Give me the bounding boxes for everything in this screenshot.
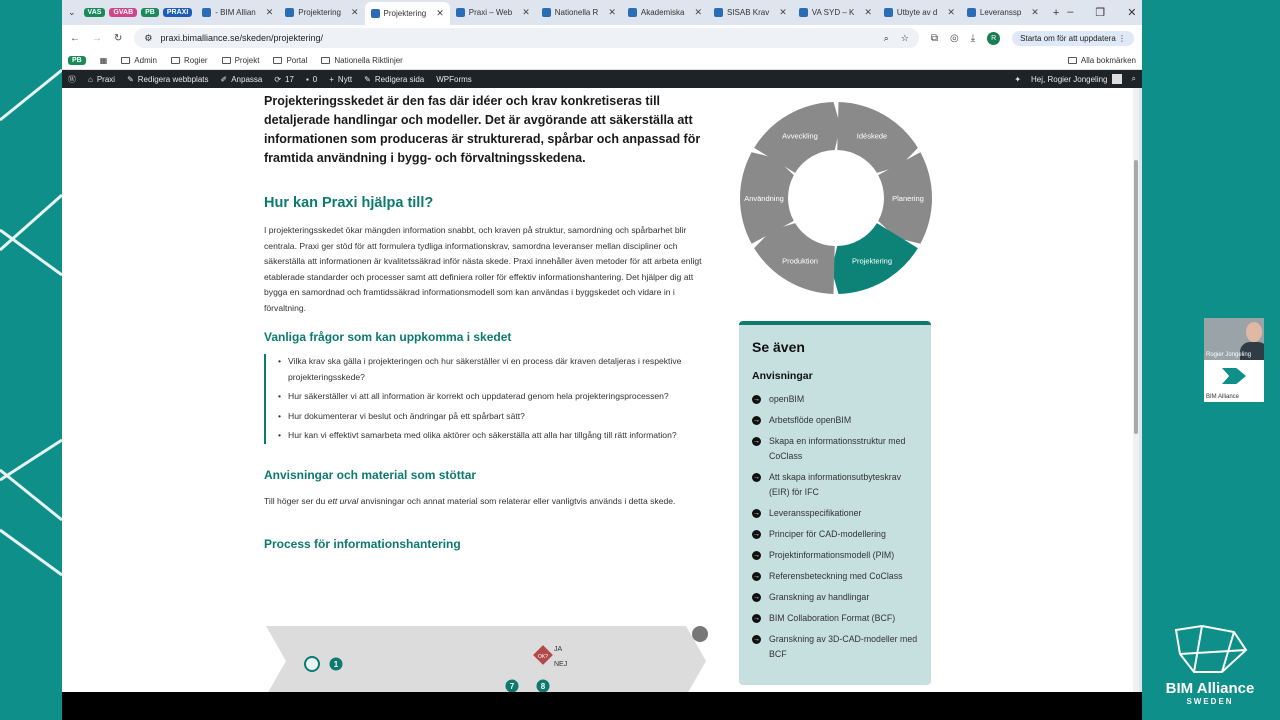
- tab[interactable]: [536, 3, 622, 23]
- profile-switch-icon[interactable]: ◎: [950, 32, 959, 44]
- tab-close-icon[interactable]: ✕: [864, 7, 872, 17]
- bottom-black-bar: [62, 692, 1142, 720]
- back-icon[interactable]: ←: [70, 32, 80, 44]
- see-also-link[interactable]: [752, 548, 918, 563]
- see-also-link[interactable]: [752, 569, 918, 584]
- tab[interactable]: [961, 3, 1045, 23]
- lead-paragraph: Projekteringsskedet är den fas där idéer och krav konkretiseras till detaljerade handlingar och modeller. Det är avgörande att säkerställa att informationen som produceras är strukturerad, spårbar och anpassad för framtida användning i bygg- och förvaltningsskedena.: [264, 94, 701, 165]
- see-also-link[interactable]: [752, 527, 918, 542]
- tab-favicon-icon: [884, 8, 893, 17]
- tab[interactable]: [622, 3, 708, 23]
- bookmark-folder[interactable]: [273, 56, 307, 65]
- tab[interactable]: [450, 3, 536, 23]
- arrow-right-icon: →: [753, 438, 760, 445]
- arrow-right-icon: →: [753, 573, 760, 580]
- window-controls: [1067, 6, 1142, 19]
- tab-favicon-icon: [202, 8, 211, 17]
- tab-close-icon[interactable]: ✕: [436, 8, 444, 18]
- wp-site-link[interactable]: [88, 75, 115, 84]
- tab-label: Utbyte av d: [896, 8, 938, 17]
- brush-icon: ✎: [127, 74, 134, 84]
- tab-favicon-icon: [371, 9, 380, 18]
- see-also-subtitle: Anvisningar: [752, 370, 813, 382]
- edit-icon: ✎: [364, 74, 371, 84]
- wp-wpforms[interactable]: WPForms: [436, 74, 472, 84]
- wp-customize-label: Anpassa: [231, 74, 263, 84]
- list-item: • Hur säkerställer vi att all information är korrekt och uppdaterad genom hela projekteringsprocessen?: [278, 389, 709, 405]
- folder-icon: [1068, 57, 1077, 64]
- heading-questions: Vanliga frågor som kan uppkomma i skedet: [264, 330, 512, 344]
- help-paragraph: I projekteringsskedet ökar mängden information snabbt, och kraven på struktur, samordning och spårbarhet blir centrala. Praxi ger stöd för att formulera tydliga informationskrav, samordna leveranser mellan discipliner och säkerställa att informationen är kvalitetssäkrad inför nästa skede. Praxi innehåller även metoder för att arbeta enligt etablerade standarder och processer samt att definiera roller för effektiv informationshantering. Det hjälper dig att bygga en samordnad och framtidssäkrad informationsmodell som kan användas i byggskedet och vidare in i förvaltning.: [264, 225, 702, 313]
- bookmark-label: Admin: [134, 55, 157, 65]
- wp-new-label: Nytt: [337, 74, 353, 84]
- brand-name: BIM Alliance: [1165, 680, 1255, 697]
- wheel-segment-label: Användning: [744, 194, 784, 203]
- comment-icon: ▪: [305, 74, 309, 84]
- bookmark-star-icon[interactable]: ☆: [900, 32, 909, 43]
- see-also-link[interactable]: [752, 413, 918, 428]
- scrollbar-thumb[interactable]: [1134, 160, 1138, 434]
- pinned-tab[interactable]: GVAB: [109, 8, 137, 17]
- tab-close-icon[interactable]: ✕: [779, 7, 787, 17]
- tab-close-icon[interactable]: ✕: [350, 7, 359, 17]
- download-icon[interactable]: ⤓: [970, 32, 976, 44]
- address-bar[interactable]: [134, 28, 918, 48]
- process-step-7-label: 7: [509, 682, 515, 691]
- material-text-b: anvisningar och annat material som relaterar eller vanligtvis används i detta skede.: [358, 495, 676, 506]
- tab[interactable]: [708, 3, 793, 23]
- tab-close-icon[interactable]: ✕: [1031, 7, 1039, 17]
- tab-close-icon[interactable]: ✕: [265, 7, 274, 17]
- apps-grid-icon[interactable]: ▦: [99, 55, 108, 65]
- see-also-link-label: Skapa en informationsstruktur med CoClass: [769, 436, 906, 461]
- wheel-segment-label: Projektering: [851, 256, 893, 266]
- material-text-a: Till höger ser du: [264, 495, 328, 506]
- pinned-tab[interactable]: PB: [141, 8, 159, 17]
- page-content: [62, 88, 1136, 692]
- tab-label: Praxi – Web: [468, 8, 513, 17]
- see-also-link-label: Arbetsflöde openBIM: [769, 415, 852, 425]
- update-button-label: Starta om för att uppdatera: [1020, 33, 1116, 43]
- see-also-link-label: Principer för CAD-modellering: [769, 529, 886, 539]
- heading-material: Anvisningar och material som stöttar: [264, 467, 477, 482]
- tab-favicon-icon: [714, 8, 723, 17]
- tab-close-icon[interactable]: ✕: [608, 7, 616, 17]
- maximize-icon[interactable]: ❐: [1095, 7, 1106, 19]
- wp-search-icon[interactable]: ⌕: [1131, 74, 1136, 83]
- wp-edit-page-label: Redigera sida: [374, 74, 425, 84]
- heading-process: Process för informationshantering: [264, 537, 461, 551]
- tab-label: Nationella R: [554, 8, 599, 17]
- tab-label: Projektering: [298, 8, 341, 17]
- minimize-icon[interactable]: –: [1067, 6, 1074, 18]
- tab-active[interactable]: [365, 2, 450, 25]
- profile-avatar[interactable]: R: [987, 32, 1000, 45]
- tab-favicon-icon: [799, 8, 808, 17]
- tab-close-icon[interactable]: ✕: [694, 7, 702, 17]
- process-expand-icon: [692, 626, 708, 642]
- folder-icon: [171, 57, 180, 64]
- see-also-link[interactable]: [752, 434, 918, 464]
- process-step-1-label: 1: [333, 660, 339, 669]
- process-yes-label: JA: [554, 646, 563, 653]
- see-also-link-label: Leveransspecifikationer: [769, 508, 862, 518]
- wheel-segment-label: Produktion: [782, 256, 818, 266]
- site-info-icon[interactable]: ⚙: [144, 32, 153, 43]
- tab-list-chevron-icon[interactable]: ⌄: [68, 7, 76, 17]
- bookmark-folder[interactable]: [321, 56, 402, 65]
- wp-edit-site[interactable]: [127, 75, 208, 84]
- all-bookmarks[interactable]: [1068, 56, 1136, 65]
- participant-tile-label: BIM Alliance: [1206, 394, 1240, 400]
- phase-wheel[interactable]: [738, 100, 934, 296]
- arrow-right-icon: →: [753, 474, 760, 481]
- heading-help: Hur kan Praxi hjälpa till?: [264, 195, 434, 211]
- tab-label: SISAB Krav: [727, 8, 770, 17]
- sparkle-icon[interactable]: ✦: [1014, 74, 1022, 84]
- tab-close-icon[interactable]: ✕: [522, 7, 530, 17]
- page-scrollbar[interactable]: [1133, 88, 1139, 692]
- wheel-segment-label: Planering: [892, 194, 924, 203]
- brand-logo-graphic: [1142, 0, 1280, 720]
- arrow-right-icon: →: [753, 552, 760, 559]
- reload-icon[interactable]: ↻: [114, 32, 123, 44]
- list-item: • Hur dokumenterar vi beslut och ändringar på ett spårbart sätt?: [278, 409, 709, 425]
- tab[interactable]: [793, 3, 878, 23]
- bookmark-label: Projekt: [234, 55, 260, 65]
- see-also-link[interactable]: [752, 632, 918, 662]
- updates-icon: ⟳: [274, 74, 282, 84]
- bookmark-label: Nationella Riktlinjer: [334, 55, 403, 65]
- list-item: • Vilka krav ska gälla i projekteringen och hur säkerställer vi en process där kraven detaljeras i respektive projekteringsskede?: [278, 354, 709, 385]
- process-start-icon: [305, 657, 319, 671]
- background-decoration: [0, 0, 62, 720]
- tab-label: Akademiska: [640, 8, 685, 17]
- wp-updates-count: 17: [285, 74, 294, 84]
- tab-favicon-icon: [542, 8, 551, 17]
- arrow-right-icon: →: [753, 531, 760, 538]
- tab-bar: [62, 0, 1142, 25]
- tab-favicon-icon: [967, 8, 976, 17]
- see-also-link[interactable]: [752, 611, 918, 626]
- pinned-tab[interactable]: PRAXI: [163, 8, 192, 17]
- main-column: [264, 88, 709, 551]
- wp-updates[interactable]: [274, 75, 294, 84]
- wp-account-menu[interactable]: [1031, 74, 1122, 84]
- see-also-links: [752, 392, 918, 662]
- process-diagram[interactable]: [266, 626, 716, 692]
- bookmark-folder[interactable]: [222, 56, 260, 65]
- tab-favicon-icon: [628, 8, 637, 17]
- tab[interactable]: [196, 3, 279, 23]
- arrow-right-icon: →: [753, 510, 760, 517]
- wp-edit-page[interactable]: [364, 75, 424, 84]
- brand-subtitle: SWEDEN: [1186, 697, 1234, 706]
- tab-label: - BIM Allian: [215, 8, 256, 17]
- wp-edit-site-label: Redigera webbplats: [137, 74, 209, 84]
- material-text-em: ett urval: [327, 495, 359, 506]
- see-also-link-label: openBIM: [769, 394, 805, 404]
- wp-comments[interactable]: [306, 75, 317, 84]
- questions-list: [264, 354, 709, 444]
- see-also-link-label: Projektinformationsmodell (PIM): [769, 550, 895, 560]
- bookmark-folder[interactable]: [121, 56, 157, 65]
- tab-close-icon[interactable]: ✕: [947, 7, 955, 17]
- wheel-segment-label: Idéskede: [856, 131, 888, 141]
- see-also-link-label: Referensbeteckning med CoClass: [769, 571, 903, 581]
- all-bookmarks-label: Alla bokmärken: [1080, 55, 1136, 65]
- extensions-icon[interactable]: ⧉: [930, 32, 938, 44]
- brand-wordmark: [1155, 680, 1265, 706]
- pencil-icon: ✐: [220, 74, 228, 84]
- tab-favicon-icon: [456, 8, 465, 17]
- see-also-title: Se även: [752, 339, 805, 355]
- wp-customize[interactable]: [221, 75, 263, 84]
- wp-site-name: Praxi: [96, 74, 116, 84]
- list-item: • Hur kan vi effektivt samarbeta med olika aktörer och säkerställa att alla har tillgång till rätt information?: [278, 428, 709, 444]
- bookmarks-bar: [62, 51, 1142, 70]
- zoom-icon[interactable]: ⌕: [883, 32, 889, 43]
- wp-comments-count: 0: [312, 74, 318, 84]
- see-also-link[interactable]: [752, 392, 918, 407]
- folder-icon: [273, 57, 282, 64]
- folder-icon: [222, 57, 231, 64]
- wordpress-admin-bar: [62, 70, 1142, 88]
- wp-new[interactable]: [329, 75, 352, 84]
- plus-icon: +: [329, 74, 334, 84]
- folder-icon: [121, 57, 130, 64]
- tab-label: Projektering: [383, 9, 427, 18]
- bookmark-folder[interactable]: [171, 56, 208, 65]
- browser-toolbar: [62, 25, 1142, 51]
- arrow-right-icon: →: [753, 594, 760, 601]
- close-window-icon[interactable]: ✕: [1127, 7, 1137, 19]
- wp-greeting: Hej, Rogier Jongeling: [1031, 74, 1108, 84]
- participant-name: Rogier Jongeling: [1206, 352, 1252, 358]
- see-also-link-label: Att skapa informationsutbyteskrav (EIR) för IFC: [769, 472, 902, 497]
- new-tab-icon[interactable]: +: [1052, 6, 1060, 19]
- tab-label: Leveranssp: [979, 8, 1022, 17]
- wp-logo-icon[interactable]: Ⓦ: [68, 74, 76, 84]
- bookmark-pb[interactable]: PB: [68, 56, 86, 65]
- arrow-right-icon: →: [753, 417, 760, 424]
- tab-label: VA SYD – K: [811, 8, 855, 17]
- see-also-link-label: Granskning av 3D-CAD-modeller med BCF: [769, 634, 918, 659]
- forward-icon[interactable]: →: [92, 32, 102, 44]
- wp-user-avatar: [1112, 74, 1122, 84]
- url-text[interactable]: praxi.bimalliance.se/skeden/projektering/: [160, 33, 324, 43]
- process-decision-label: OK?: [537, 654, 549, 660]
- see-also-link[interactable]: [752, 470, 918, 500]
- tab[interactable]: [279, 3, 364, 23]
- arrow-right-icon: →: [753, 615, 760, 622]
- bookmark-label: Rogier: [183, 55, 208, 65]
- tab[interactable]: [878, 3, 961, 23]
- process-step-8-label: 8: [540, 682, 546, 691]
- tab-favicon-icon: [285, 8, 294, 17]
- see-also-link[interactable]: [752, 590, 918, 605]
- update-button[interactable]: Starta om för att uppdatera ⋮: [1012, 31, 1134, 46]
- arrow-right-icon: →: [753, 636, 760, 643]
- process-no-label: NEJ: [554, 661, 568, 668]
- material-paragraph: [264, 494, 709, 510]
- wheel-segment-label: Avveckling: [782, 131, 818, 141]
- see-also-link-label: BIM Collaboration Format (BCF): [769, 613, 896, 623]
- arrow-right-icon: →: [753, 396, 760, 403]
- pinned-tab[interactable]: VAS: [84, 8, 106, 17]
- see-also-panel: [739, 321, 931, 685]
- folder-icon: [321, 57, 330, 64]
- see-also-link[interactable]: [752, 506, 918, 521]
- see-also-link-label: Granskning av handlingar: [769, 592, 870, 602]
- home-icon: ⌂: [88, 74, 93, 84]
- bookmark-label: Portal: [286, 55, 308, 65]
